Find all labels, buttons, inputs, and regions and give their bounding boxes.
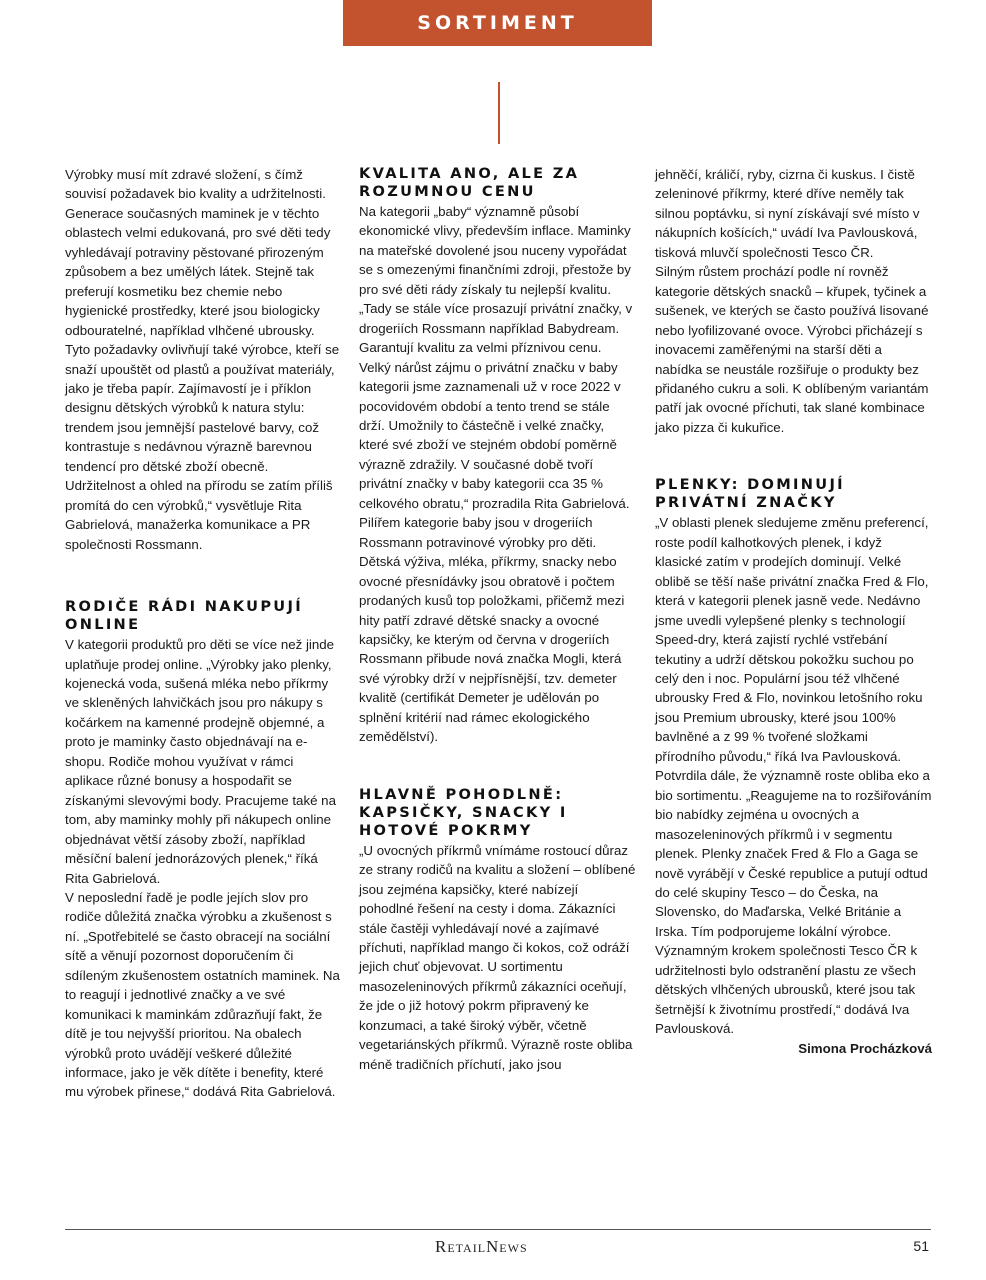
footer-divider [65, 1229, 931, 1230]
accent-divider [498, 82, 500, 144]
paragraph: „V oblasti plenek sledujeme změnu preferencí, roste podíl kalhotkových plenek, i když klasické zatím v prodejích dominují. Velké oblibě se těší naše privátní značka Fred & Flo, která v kategorii plenek jasně vede. Nedávno jsme uvedli vylepšené plenky s technologií Speed-dry, která zajistí rychlé vstřebání tekutiny a udrží dětskou pokožku suchou po celý den i noc. Populární jsou též vlhčené ubrousky Fred & Flo, novinkou letošního roku jsou Premium ubrousky, které jsou 100% bavlněné a z 99 % tvořené složkami přírodního původu,“ říká Iva Pavlousková. [655, 515, 929, 764]
paragraph: Výrobky musí mít zdravé složení, s čímž souvisí požadavek bio kvality a udržitelnosti. Generace současných maminek je v těchto oblastech velmi edukovaná, pro své děti tedy vyhledávají potraviny pěstované přirozeným způsobem a bez umělých látek. Stejně tak preferují kosmetiku bez chemie nebo hygienické prostředky, které jsou biologicky odbouratelné, například vlhčené ubrousky. Tyto požadavky ovlivňují také výrobce, kteří se snaží upouštět od plastů a používat materiály, jako je třeba papír. Zajímavostí je i příklon designu dětských výrobků k natura stylu: trendem jsou jemnější pastelové barvy, což kontrastuje s nedávnou výrazně barevnou tendencí pro dětské zboží obecně. Udržitelnost a ohled na přírodu se zatím příliš promítá do cen výrobků,“ vysvětluje Rita Gabrielová, manažerka komunikace a PR společnosti Rossmann. [65, 167, 340, 552]
author-signature: Simona Procházková [798, 1040, 932, 1056]
paragraph: Potvrdila dále, že významně roste obliba eko a bio sortimentu. „Reagujeme na to rozšiřováním bio nabídky zejména u ovocných a masozeleninových příkrmů i v segmentu plenek. Plenky značek Fred & Flo a Gaga se nově vyrábějí v České republice a putují odtud do celé skupiny Tesco – do Česka, na Slovensko, do Maďarska, Velké Británie a Irska. Tím podporujeme lokální výrobce. Významným krokem společnosti Tesco ČR k udržitelnosti bylo odstranění plastu ze všech dětských vlhčených ubrousků, které jsou tak šetrnější k životnímu prostředí,“ dodává Iva Pavlousková. [655, 768, 932, 1037]
subheading-diapers: PLENKY: DOMINUJÍ PRIVÁTNÍ ZNAČKY [655, 476, 845, 512]
subheading-convenience: HLAVNĚ POHODLNĚ: KAPSIČKY, SNACKY I HOTOVÉ POKRMY [359, 785, 568, 839]
subheading-online: RODIČE RÁDI NAKUPUJÍ ONLINE [65, 598, 303, 634]
magazine-logo: RetailNews [435, 1237, 528, 1256]
article-column-1 [65, 165, 342, 1102]
paragraph: Pilířem kategorie baby jsou v drogeriích Rossmann potravinové výrobky pro děti. Dětská výživa, mléka, příkrmy, snacky nebo ovocné přesnídávky jsou obratově i počtem prodaných kusů top položkami, přičemž mezi hity patří zdravé dětské snacky a ovocné kapsičky, ke kterým od června v drogeriích Rossmann přibude nová značka Mogli, která své výrobky drží v nejpřísnější, tzv. demeter kvalitě (certifikát Demeter je udělován po splnění kritérií nad rámec ekologického zemědělství). [359, 515, 625, 745]
page-number: 51 [913, 1238, 929, 1254]
subheading-quality: KVALITA ANO, ALE ZA ROZUMNOU CENU [359, 165, 580, 200]
paragraph: Na kategorii „baby“ významně působí ekonomické vlivy, především inflace. Maminky na mateřské dovolené jsou nuceny vypořádat se s omezenými finančními zdroji, přestože by pro své děti rády získaly tu nejlepší kvalitu. „Tady se stále více prosazují privátní značky, v drogeriích Rossmann například Babydream. Garantují kvalitu za velmi příznivou cenu. Velký nárůst zájmu o privátní značku v baby kategorii jsme zaznamenali už v roce 2022 v pocovidovém období a tento trend se stále drží. Umožnily to částečně i velké značky, které své zboží ve stejném období poměrně výrazně zdražily. V současné době tvoří privátní značky v baby kategorii cca 35 % celkového obratu,“ prozradila Rita Gabrielová. [359, 204, 633, 511]
paragraph: „U ovocných příkrmů vnímáme rostoucí důraz ze strany rodičů na kvalitu a složení – oblíbené jsou zejména kapsičky, které nabízejí pohodlné řešení na cesty i doma. Zákazníci stále častěji vyhledávají nové a zajímavé příchuti, například mango či kokos, což odráží jejich chuť objevovat. U sortimentu masozeleninových příkrmů zákazníci oceňují, že jde o již hotový pokrm připravený ke konzumaci, a také široký výběr, včetně vegetariánských příkrmů. Výrazně roste obliba méně tradičních příchutí, jako jsou [359, 842, 636, 1072]
section-label: SORTIMENT [417, 12, 578, 34]
paragraph: V kategorii produktů pro děti se více než jinde uplatňuje prodej online. „Výrobky jako plenky, kojenecká voda, sušená mléka nebo příkrmy ve skleněných lahvičkách jsou pro nákupy s kočárkem na kamenné prodejně objemné, a proto je maminky často objednávají na e-shopu. Rodiče mohou využívat v rámci aplikace různé bonusy a hospodařit se získanými slevovými body. Pracujeme také na tom, aby maminky mohly při nákupech online objednávat větší zásoby zboží, například měsíční balení jednorázových plenek,“ říká Rita Gabrielová. [65, 637, 336, 886]
paragraph: jehněčí, králičí, ryby, cizrna či kuskus. I čistě zeleninové příkrmy, které dříve neměly tak silnou poptávku, si nyní získávají své místo v nákupních košících,“ uvádí Iva Pavlousková, tisková mluvčí společnosti Tesco ČR. [655, 167, 920, 260]
section-banner [343, 0, 652, 46]
paragraph: V neposlední řadě je podle jejích slov pro rodiče důležitá značka výrobku a zkušenost s ní. „Spotřebitelé se často obracejí na sociální sítě a věnují pozornost doporučením či sdíleným zkušenostem ostatních maminek. Na to reagují i jednotlivé značky a ve své komunikaci k maminkám zdůrazňují fakt, že dítě je tou nejvyšší prioritou. Na obalech výrobků proto uvádějí veškeré důležité informace, jako je věk dítěte i benefity, které mu výrobek přinese,“ dodává Rita Gabrielová. [65, 889, 340, 1100]
article-column-2 [359, 165, 636, 1074]
article-column-3 [655, 165, 932, 1058]
paragraph: Silným růstem prochází podle ní rovněž kategorie dětských snacků – křupek, tyčinek a sušenek, ve kterých se často používá lisované nebo lyofilizované ovoce. Výrobci přicházejí s inovacemi zaměřenými na starší děti a nabídka se neustále rozšiřuje o produkty bez přidaného cukru a soli. K oblíbeným variantám patří jak ovocné příchuti, tak slané kombinace jako pizza či kukuřice. [655, 264, 929, 435]
